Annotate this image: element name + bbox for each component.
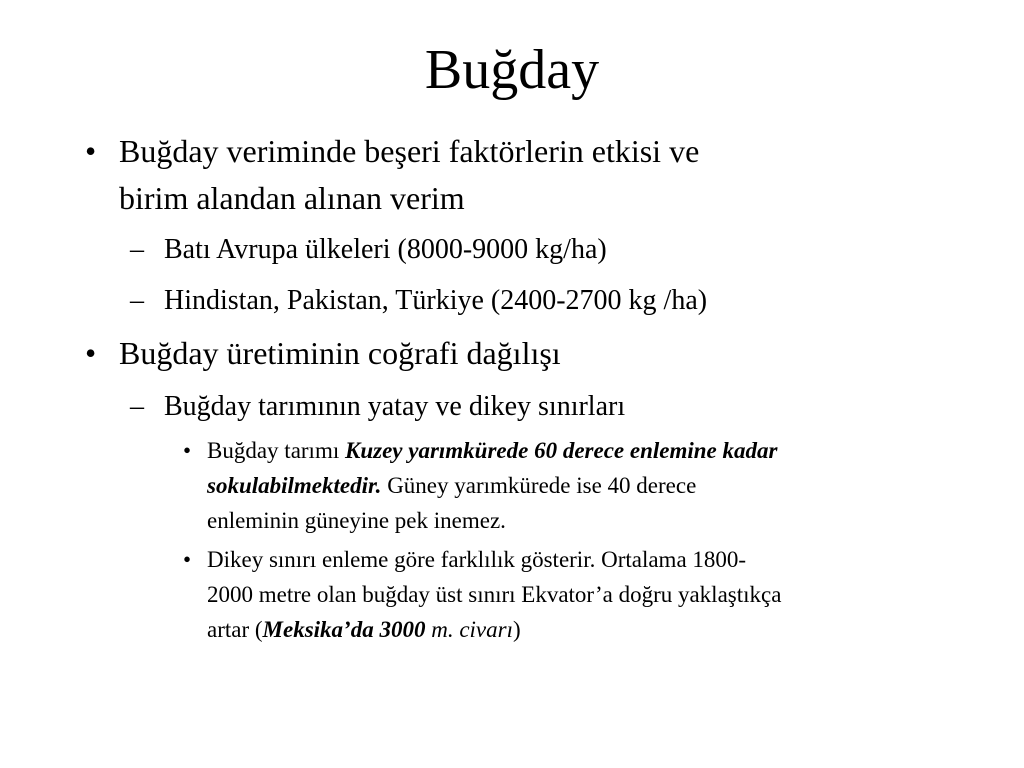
- text-run: artar (: [207, 617, 263, 642]
- sub-item-text: Buğday tarımının yatay ve dikey sınırları: [164, 391, 626, 422]
- dash-icon: –: [130, 285, 144, 316]
- emphasis-text: Meksika’da 3000: [262, 617, 426, 642]
- bullet-dot-icon: •: [183, 547, 192, 572]
- sub-sub-item-line: [207, 613, 912, 647]
- dash-icon: –: [130, 391, 144, 422]
- italic-text: m. civarı: [425, 617, 513, 642]
- bullet-dot-icon: •: [85, 133, 97, 169]
- sub-sub-item-line: enleminin güneyine pek inemez.: [207, 508, 506, 533]
- dash-icon: –: [130, 234, 144, 265]
- sub-sub-item-line: [207, 469, 912, 503]
- slide-title: Buğday: [424, 39, 600, 101]
- bullet-dot-icon: •: [183, 438, 192, 463]
- sub-sub-item-line: 2000 metre olan buğday üst sınırı Ekvator’a doğru yaklaştıkça: [207, 582, 782, 607]
- bullet-text-line: Buğday veriminde beşeri faktörlerin etkisi ve: [119, 133, 700, 169]
- text-run: Güney yarımkürede ise 40 derece: [381, 473, 697, 498]
- sub-item-text: Batı Avrupa ülkeleri (8000-9000 kg/ha): [164, 234, 607, 265]
- text-run: Buğday tarımı: [207, 438, 345, 463]
- bullet-dot-icon: •: [85, 335, 97, 371]
- sub-item-text: Hindistan, Pakistan, Türkiye (2400-2700 kg /ha): [164, 285, 708, 316]
- sub-sub-item-line: [207, 434, 912, 468]
- emphasis-text: Kuzey yarımkürede 60 derece enlemine kadar: [344, 438, 778, 463]
- emphasis-text: sokulabilmektedir.: [207, 473, 382, 498]
- bullet-text-line: birim alandan alınan verim: [119, 180, 465, 216]
- text-run: ): [512, 617, 521, 642]
- sub-sub-item-line: Dikey sınırı enleme göre farklılık gösterir. Ortalama 1800-: [207, 547, 747, 572]
- bullet-text-line: Buğday üretiminin coğrafi dağılışı: [119, 335, 561, 371]
